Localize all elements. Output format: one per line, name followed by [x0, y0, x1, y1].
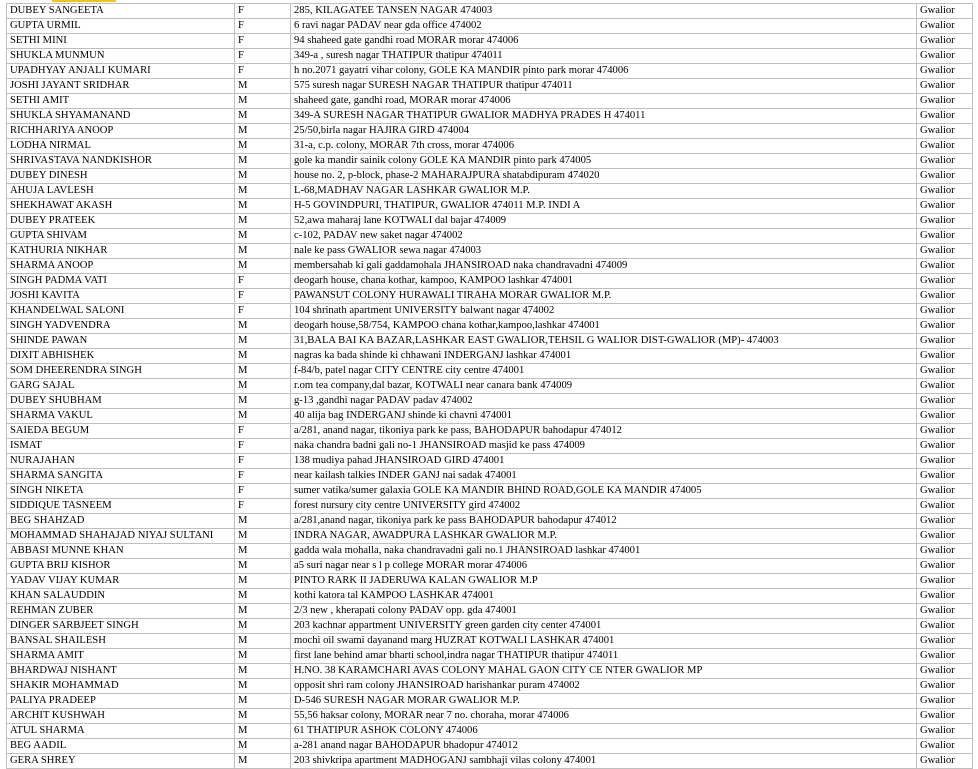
- address-cell[interactable]: 349-A SURESH NAGAR THATIPUR GWALIOR MADHYA PRADES H 474011: [291, 109, 917, 124]
- name-cell[interactable]: GUPTA BRIJ KISHOR: [7, 559, 235, 574]
- city-cell[interactable]: Gwalior: [917, 529, 973, 544]
- city-cell[interactable]: Gwalior: [917, 484, 973, 499]
- city-cell[interactable]: Gwalior: [917, 619, 973, 634]
- city-cell[interactable]: Gwalior: [917, 124, 973, 139]
- name-cell[interactable]: DUBEY SANGEETA: [7, 4, 235, 19]
- name-cell[interactable]: JOSHI JAYANT SRIDHAR: [7, 79, 235, 94]
- table-row: [7, 499, 973, 514]
- gender-cell[interactable]: M: [235, 574, 291, 589]
- city-cell[interactable]: Gwalior: [917, 34, 973, 49]
- address-cell[interactable]: mochi oil swami dayanand marg HUZRAT KOTWALI LASHKAR 474001: [291, 634, 917, 649]
- city-cell[interactable]: Gwalior: [917, 274, 973, 289]
- table-row: [7, 559, 973, 574]
- table-row: [7, 274, 973, 289]
- name-cell[interactable]: SHINDE PAWAN: [7, 334, 235, 349]
- table-row: [7, 319, 973, 334]
- gender-cell[interactable]: M: [235, 124, 291, 139]
- address-cell[interactable]: 203 kachnar appartment UNIVERSITY green garden city center 474001: [291, 619, 917, 634]
- gender-cell[interactable]: F: [235, 469, 291, 484]
- table-row: [7, 199, 973, 214]
- city-cell[interactable]: Gwalior: [917, 229, 973, 244]
- name-cell[interactable]: SHARMA ANOOP: [7, 259, 235, 274]
- table-row: [7, 19, 973, 34]
- address-cell[interactable]: 61 THATIPUR ASHOK COLONY 474006: [291, 724, 917, 739]
- address-cell[interactable]: r.om tea company,dal bazar, KOTWALI near canara bank 474009: [291, 379, 917, 394]
- gender-cell[interactable]: M: [235, 724, 291, 739]
- city-cell[interactable]: Gwalior: [917, 139, 973, 154]
- gender-cell[interactable]: M: [235, 379, 291, 394]
- gender-cell[interactable]: F: [235, 4, 291, 19]
- address-cell[interactable]: 94 shaheed gate gandhi road MORAR morar 474006: [291, 34, 917, 49]
- address-cell[interactable]: naka chandra badni gali no-1 JHANSIROAD masjid ke pass 474009: [291, 439, 917, 454]
- name-cell[interactable]: SHARMA SANGITA: [7, 469, 235, 484]
- gender-cell[interactable]: M: [235, 529, 291, 544]
- address-cell[interactable]: nagras ka bada shinde ki chhawani INDERGANJ lashkar 474001: [291, 349, 917, 364]
- table-row: [7, 649, 973, 664]
- address-cell[interactable]: forest nursury city centre UNIVERSITY gird 474002: [291, 499, 917, 514]
- table-row: [7, 484, 973, 499]
- address-cell[interactable]: PINTO RARK II JADERUWA KALAN GWALIOR M.P: [291, 574, 917, 589]
- address-cell[interactable]: near kailash talkies INDER GANJ nai sadak 474001: [291, 469, 917, 484]
- table-row: [7, 364, 973, 379]
- spreadsheet: [6, 3, 972, 769]
- address-cell[interactable]: PAWANSUT COLONY HURAWALI TIRAHA MORAR GWALIOR M.P.: [291, 289, 917, 304]
- address-cell[interactable]: 104 shrinath apartment UNIVERSITY balwant nagar 474002: [291, 304, 917, 319]
- table-row: [7, 619, 973, 634]
- table-row: [7, 724, 973, 739]
- city-cell[interactable]: Gwalior: [917, 724, 973, 739]
- name-cell[interactable]: SHAKIR MOHAMMAD: [7, 679, 235, 694]
- table-row: [7, 589, 973, 604]
- city-cell[interactable]: Gwalior: [917, 559, 973, 574]
- address-cell[interactable]: h no.2071 gayatri vihar colony, GOLE KA MANDIR pinto park morar 474006: [291, 64, 917, 79]
- address-cell[interactable]: first lane behind amar bharti school,indra nagar THATIPUR thatipur 474011: [291, 649, 917, 664]
- table-row: [7, 454, 973, 469]
- address-cell[interactable]: 40 alija bag INDERGANJ shinde ki chavni 474001: [291, 409, 917, 424]
- name-cell[interactable]: BHARDWAJ NISHANT: [7, 664, 235, 679]
- gender-cell[interactable]: F: [235, 274, 291, 289]
- address-cell[interactable]: c-102, PADAV new saket nagar 474002: [291, 229, 917, 244]
- gender-cell[interactable]: M: [235, 184, 291, 199]
- table-row: [7, 139, 973, 154]
- table-row: [7, 544, 973, 559]
- table-row: [7, 424, 973, 439]
- name-cell[interactable]: NURAJAHAN: [7, 454, 235, 469]
- name-cell[interactable]: AHUJA LAVLESH: [7, 184, 235, 199]
- name-cell[interactable]: DUBEY DINESH: [7, 169, 235, 184]
- city-cell[interactable]: Gwalior: [917, 169, 973, 184]
- gender-cell[interactable]: F: [235, 64, 291, 79]
- city-cell[interactable]: Gwalior: [917, 244, 973, 259]
- table-row: [7, 64, 973, 79]
- gender-cell[interactable]: M: [235, 139, 291, 154]
- name-cell[interactable]: SINGH NIKETA: [7, 484, 235, 499]
- table-row: [7, 604, 973, 619]
- name-cell[interactable]: SETHI AMIT: [7, 94, 235, 109]
- address-cell[interactable]: H-5 GOVINDPURI, THATIPUR, GWALIOR 474011 M.P. INDI A: [291, 199, 917, 214]
- address-cell[interactable]: 31-a, c.p. colony, MORAR 7th cross, morar 474006: [291, 139, 917, 154]
- table-row: [7, 94, 973, 109]
- gender-cell[interactable]: F: [235, 289, 291, 304]
- address-cell[interactable]: membersahab ki gali gaddamohala JHANSIROAD naka chandravadni 474009: [291, 259, 917, 274]
- gender-cell[interactable]: M: [235, 334, 291, 349]
- address-cell[interactable]: 203 shivkripa apartment MADHOGANJ sambhaji vilas colony 474001: [291, 754, 917, 769]
- table-row: [7, 289, 973, 304]
- address-cell[interactable]: H.NO. 38 KARAMCHARI AVAS COLONY MAHAL GAON CITY CE NTER GWALIOR MP: [291, 664, 917, 679]
- name-cell[interactable]: SAIEDA BEGUM: [7, 424, 235, 439]
- gender-cell[interactable]: F: [235, 34, 291, 49]
- city-cell[interactable]: Gwalior: [917, 409, 973, 424]
- address-cell[interactable]: house no. 2, p-block, phase-2 MAHARAJPURA shatabdipuram 474020: [291, 169, 917, 184]
- address-cell[interactable]: 31,BALA BAI KA BAZAR,LASHKAR EAST GWALIOR,TEHSIL G WALIOR DIST-GWALIOR (MP)- 474003: [291, 334, 917, 349]
- name-cell[interactable]: ISMAT: [7, 439, 235, 454]
- city-cell[interactable]: Gwalior: [917, 319, 973, 334]
- city-cell[interactable]: Gwalior: [917, 709, 973, 724]
- name-cell[interactable]: SINGH YADVENDRA: [7, 319, 235, 334]
- gender-cell[interactable]: F: [235, 499, 291, 514]
- name-cell[interactable]: SHUKLA MUNMUN: [7, 49, 235, 64]
- table-row: [7, 634, 973, 649]
- table-row: [7, 184, 973, 199]
- gender-cell[interactable]: M: [235, 319, 291, 334]
- gender-cell[interactable]: M: [235, 664, 291, 679]
- gender-cell[interactable]: M: [235, 589, 291, 604]
- city-cell[interactable]: Gwalior: [917, 664, 973, 679]
- name-cell[interactable]: LODHA NIRMAL: [7, 139, 235, 154]
- table-row: [7, 214, 973, 229]
- gender-cell[interactable]: M: [235, 214, 291, 229]
- table-row: [7, 229, 973, 244]
- table-row: [7, 709, 973, 724]
- city-cell[interactable]: Gwalior: [917, 589, 973, 604]
- gender-cell[interactable]: M: [235, 154, 291, 169]
- city-cell[interactable]: Gwalior: [917, 64, 973, 79]
- table-row: [7, 409, 973, 424]
- table-row: [7, 304, 973, 319]
- gender-cell[interactable]: M: [235, 604, 291, 619]
- name-cell[interactable]: SHARMA VAKUL: [7, 409, 235, 424]
- name-cell[interactable]: SHRIVASTAVA NANDKISHOR: [7, 154, 235, 169]
- address-cell[interactable]: 52,awa maharaj lane KOTWALI dal bajar 474009: [291, 214, 917, 229]
- city-cell[interactable]: Gwalior: [917, 19, 973, 34]
- gender-cell[interactable]: M: [235, 94, 291, 109]
- city-cell[interactable]: Gwalior: [917, 739, 973, 754]
- name-cell[interactable]: ABBASI MUNNE KHAN: [7, 544, 235, 559]
- table-row: [7, 334, 973, 349]
- name-cell[interactable]: KATHURIA NIKHAR: [7, 244, 235, 259]
- records-table: [6, 3, 973, 769]
- gender-cell[interactable]: M: [235, 259, 291, 274]
- city-cell[interactable]: Gwalior: [917, 304, 973, 319]
- name-cell[interactable]: PALIYA PRADEEP: [7, 694, 235, 709]
- city-cell[interactable]: Gwalior: [917, 334, 973, 349]
- gender-cell[interactable]: F: [235, 49, 291, 64]
- city-cell[interactable]: Gwalior: [917, 499, 973, 514]
- address-cell[interactable]: L-68,MADHAV NAGAR LASHKAR GWALIOR M.P.: [291, 184, 917, 199]
- gender-cell[interactable]: M: [235, 364, 291, 379]
- address-cell[interactable]: a/281,anand nagar, tikoniya park ke pass BAHODAPUR bahodapur 474012: [291, 514, 917, 529]
- city-cell[interactable]: Gwalior: [917, 49, 973, 64]
- table-row: [7, 754, 973, 769]
- city-cell[interactable]: Gwalior: [917, 94, 973, 109]
- gender-cell[interactable]: F: [235, 304, 291, 319]
- address-cell[interactable]: D-546 SURESH NAGAR MORAR GWALIOR M.P.: [291, 694, 917, 709]
- name-cell[interactable]: DIXIT ABHISHEK: [7, 349, 235, 364]
- table-row: [7, 259, 973, 274]
- name-cell[interactable]: DINGER SARBJEET SINGH: [7, 619, 235, 634]
- gender-cell[interactable]: M: [235, 754, 291, 769]
- name-cell[interactable]: BEG SHAHZAD: [7, 514, 235, 529]
- table-row: [7, 574, 973, 589]
- address-cell[interactable]: 55,56 haksar colony, MORAR near 7 no. choraha, morar 474006: [291, 709, 917, 724]
- table-row: [7, 79, 973, 94]
- name-cell[interactable]: ARCHIT KUSHWAH: [7, 709, 235, 724]
- table-row: [7, 4, 973, 19]
- address-cell[interactable]: a/281, anand nagar, tikoniya park ke pass, BAHODAPUR bahodapur 474012: [291, 424, 917, 439]
- address-cell[interactable]: 575 suresh nagar SURESH NAGAR THATIPUR thatipur 474011: [291, 79, 917, 94]
- table-row: [7, 244, 973, 259]
- gender-cell[interactable]: M: [235, 349, 291, 364]
- table-row: [7, 514, 973, 529]
- city-cell[interactable]: Gwalior: [917, 349, 973, 364]
- city-cell[interactable]: Gwalior: [917, 394, 973, 409]
- table-row: [7, 439, 973, 454]
- name-cell[interactable]: GARG SAJAL: [7, 379, 235, 394]
- city-cell[interactable]: Gwalior: [917, 634, 973, 649]
- gender-cell[interactable]: F: [235, 454, 291, 469]
- city-cell[interactable]: Gwalior: [917, 694, 973, 709]
- address-cell[interactable]: gole ka mandir sainik colony GOLE KA MANDIR pinto park 474005: [291, 154, 917, 169]
- name-cell[interactable]: YADAV VIJAY KUMAR: [7, 574, 235, 589]
- name-cell[interactable]: KHAN SALAUDDIN: [7, 589, 235, 604]
- table-row: [7, 154, 973, 169]
- table-row: [7, 679, 973, 694]
- gender-cell[interactable]: F: [235, 439, 291, 454]
- gender-cell[interactable]: M: [235, 739, 291, 754]
- name-cell[interactable]: SIDDIQUE TASNEEM: [7, 499, 235, 514]
- table-row: [7, 34, 973, 49]
- address-cell[interactable]: 6 ravi nagar PADAV near gda office 474002: [291, 19, 917, 34]
- gender-cell[interactable]: F: [235, 19, 291, 34]
- gender-cell[interactable]: M: [235, 634, 291, 649]
- name-cell[interactable]: GERA SHREY: [7, 754, 235, 769]
- table-row: [7, 469, 973, 484]
- table-row: [7, 394, 973, 409]
- name-cell[interactable]: KHANDELWAL SALONI: [7, 304, 235, 319]
- name-cell[interactable]: BEG AADIL: [7, 739, 235, 754]
- name-cell[interactable]: ATUL SHARMA: [7, 724, 235, 739]
- name-cell[interactable]: BANSAL SHAILESH: [7, 634, 235, 649]
- gender-cell[interactable]: M: [235, 544, 291, 559]
- city-cell[interactable]: Gwalior: [917, 199, 973, 214]
- records-table-body: [7, 4, 973, 769]
- name-cell[interactable]: GUPTA URMIL: [7, 19, 235, 34]
- table-row: [7, 739, 973, 754]
- city-cell[interactable]: Gwalior: [917, 604, 973, 619]
- name-cell[interactable]: RICHHARIYA ANOOP: [7, 124, 235, 139]
- address-cell[interactable]: sumer vatika/sumer galaxia GOLE KA MANDIR BHIND ROAD,GOLE KA MANDIR 474005: [291, 484, 917, 499]
- address-cell[interactable]: 2/3 new , kherapati colony PADAV opp. gda 474001: [291, 604, 917, 619]
- name-cell[interactable]: GUPTA SHIVAM: [7, 229, 235, 244]
- address-cell[interactable]: g-13 ,gandhi nagar PADAV padav 474002: [291, 394, 917, 409]
- table-row: [7, 124, 973, 139]
- gender-cell[interactable]: M: [235, 109, 291, 124]
- address-cell[interactable]: 349-a , suresh nagar THATIPUR thatipur 474011: [291, 49, 917, 64]
- name-cell[interactable]: REHMAN ZUBER: [7, 604, 235, 619]
- city-cell[interactable]: Gwalior: [917, 454, 973, 469]
- city-cell[interactable]: Gwalior: [917, 439, 973, 454]
- name-cell[interactable]: DUBEY SHUBHAM: [7, 394, 235, 409]
- table-row: [7, 49, 973, 64]
- gender-cell[interactable]: M: [235, 244, 291, 259]
- gender-cell[interactable]: F: [235, 424, 291, 439]
- city-cell[interactable]: Gwalior: [917, 679, 973, 694]
- top-accent-bar: [52, 0, 116, 2]
- address-cell[interactable]: deogarh house,58/754, KAMPOO chana kothar,kampoo,lashkar 474001: [291, 319, 917, 334]
- gender-cell[interactable]: M: [235, 229, 291, 244]
- city-cell[interactable]: Gwalior: [917, 184, 973, 199]
- gender-cell[interactable]: M: [235, 679, 291, 694]
- city-cell[interactable]: Gwalior: [917, 364, 973, 379]
- gender-cell[interactable]: M: [235, 514, 291, 529]
- table-row: [7, 664, 973, 679]
- name-cell[interactable]: DUBEY PRATEEK: [7, 214, 235, 229]
- city-cell[interactable]: Gwalior: [917, 649, 973, 664]
- city-cell[interactable]: Gwalior: [917, 754, 973, 769]
- city-cell[interactable]: Gwalior: [917, 574, 973, 589]
- table-row: [7, 694, 973, 709]
- address-cell[interactable]: gadda wala mohalla, naka chandravadni gali no.1 JHANSIROAD lashkar 474001: [291, 544, 917, 559]
- gender-cell[interactable]: M: [235, 409, 291, 424]
- city-cell[interactable]: Gwalior: [917, 4, 973, 19]
- name-cell[interactable]: SHARMA AMIT: [7, 649, 235, 664]
- city-cell[interactable]: Gwalior: [917, 79, 973, 94]
- city-cell[interactable]: Gwalior: [917, 544, 973, 559]
- address-cell[interactable]: shaheed gate, gandhi road, MORAR morar 474006: [291, 94, 917, 109]
- city-cell[interactable]: Gwalior: [917, 514, 973, 529]
- name-cell[interactable]: SHUKLA SHYAMANAND: [7, 109, 235, 124]
- address-cell[interactable]: a-281 anand nagar BAHODAPUR bhadopur 474012: [291, 739, 917, 754]
- gender-cell[interactable]: F: [235, 484, 291, 499]
- name-cell[interactable]: MOHAMMAD SHAHAJAD NIYAJ SULTANI: [7, 529, 235, 544]
- name-cell[interactable]: SHEKHAWAT AKASH: [7, 199, 235, 214]
- city-cell[interactable]: Gwalior: [917, 109, 973, 124]
- city-cell[interactable]: Gwalior: [917, 379, 973, 394]
- gender-cell[interactable]: M: [235, 394, 291, 409]
- table-row: [7, 109, 973, 124]
- table-row: [7, 529, 973, 544]
- gender-cell[interactable]: M: [235, 694, 291, 709]
- gender-cell[interactable]: M: [235, 169, 291, 184]
- address-cell[interactable]: 285, KILAGATEE TANSEN NAGAR 474003: [291, 4, 917, 19]
- table-row: [7, 379, 973, 394]
- address-cell[interactable]: 25/50,birla nagar HAJIRA GIRD 474004: [291, 124, 917, 139]
- name-cell[interactable]: SINGH PADMA VATI: [7, 274, 235, 289]
- city-cell[interactable]: Gwalior: [917, 154, 973, 169]
- city-cell[interactable]: Gwalior: [917, 469, 973, 484]
- gender-cell[interactable]: M: [235, 79, 291, 94]
- address-cell[interactable]: INDRA NAGAR, AWADPURA LASHKAR GWALIOR M.P.: [291, 529, 917, 544]
- gender-cell[interactable]: M: [235, 199, 291, 214]
- address-cell[interactable]: opposit shri ram colony JHANSIROAD harishankar puram 474002: [291, 679, 917, 694]
- gender-cell[interactable]: M: [235, 559, 291, 574]
- address-cell[interactable]: deogarh house, chana kothar, kampoo, KAMPOO lashkar 474001: [291, 274, 917, 289]
- gender-cell[interactable]: M: [235, 709, 291, 724]
- name-cell[interactable]: UPADHYAY ANJALI KUMARI: [7, 64, 235, 79]
- city-cell[interactable]: Gwalior: [917, 214, 973, 229]
- address-cell[interactable]: kothi katora tal KAMPOO LASHKAR 474001: [291, 589, 917, 604]
- table-row: [7, 349, 973, 364]
- city-cell[interactable]: Gwalior: [917, 259, 973, 274]
- name-cell[interactable]: SETHI MINI: [7, 34, 235, 49]
- gender-cell[interactable]: M: [235, 649, 291, 664]
- address-cell[interactable]: nale ke pass GWALIOR sewa nagar 474003: [291, 244, 917, 259]
- city-cell[interactable]: Gwalior: [917, 424, 973, 439]
- address-cell[interactable]: 138 mudiya pahad JHANSIROAD GIRD 474001: [291, 454, 917, 469]
- address-cell[interactable]: f-84/b, patel nagar CITY CENTRE city centre 474001: [291, 364, 917, 379]
- gender-cell[interactable]: M: [235, 619, 291, 634]
- table-row: [7, 169, 973, 184]
- address-cell[interactable]: a5 suri nagar near s l p college MORAR morar 474006: [291, 559, 917, 574]
- name-cell[interactable]: SOM DHEERENDRA SINGH: [7, 364, 235, 379]
- city-cell[interactable]: Gwalior: [917, 289, 973, 304]
- name-cell[interactable]: JOSHI KAVITA: [7, 289, 235, 304]
